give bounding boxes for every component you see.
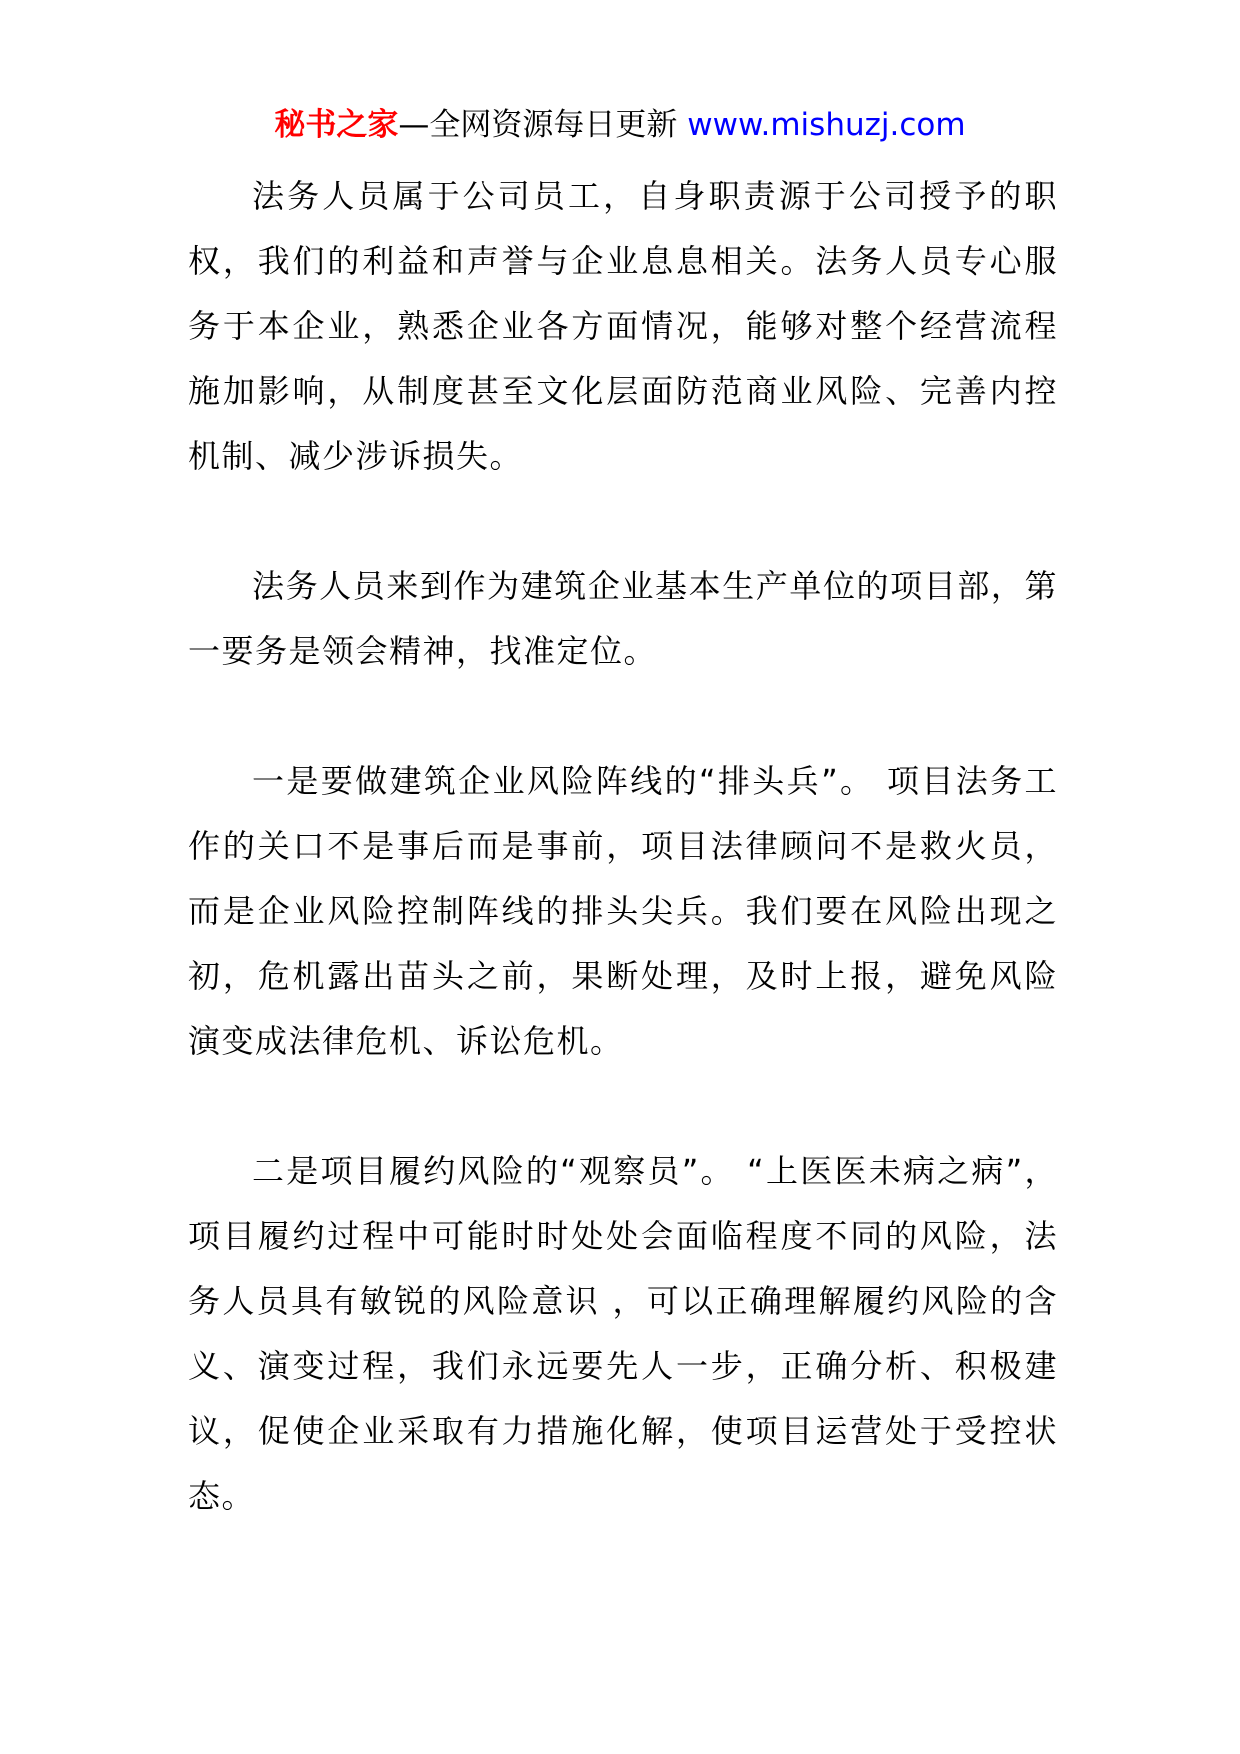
paragraph-4: 二是项目履约风险的“观察员”。 “上医医未病之病”，项目履约过程中可能时时处处会面临程度不同的风险，法务人员具有敏锐的风险意识 ，可以正确理解履约风险的含义、演变过程，我们永远要先人一步，正确分析、积极建议，促使企业采取有力措施化解，使项目运营处于受控状态。 (188, 1152, 1058, 1515)
brand-name: 秘书之家 (274, 107, 399, 143)
paragraph-3: 一是要做建筑企业风险阵线的“排头兵”。 项目法务工作的关口不是事后而是事前，项目法律顾问不是救火员，而是企业风险控制阵线的排头尖兵。我们要在风险出现之初，危机露出苗头之前，果断处理，及时上报，避免风险演变成法律危机、诉讼危机。 (188, 762, 1058, 1060)
header-tagline: —全网资源每日更新 (398, 107, 688, 143)
paragraph-2: 法务人员来到作为建筑企业基本生产单位的项目部，第一要务是领会精神，找准定位。 (188, 567, 1058, 670)
paragraph-1: 法务人员属于公司员工，自身职责源于公司授予的职权，我们的利益和声誉与企业息息相关。法务人员专心服务于本企业，熟悉企业各方面情况，能够对整个经营流程施加影响，从制度甚至文化层面防范商业风险、完善内控机制、减少涉诉损失。 (188, 177, 1058, 475)
document-body (188, 164, 1058, 1594)
page-header (0, 103, 1240, 147)
website-link[interactable]: www.mishuzj.com (687, 107, 966, 143)
